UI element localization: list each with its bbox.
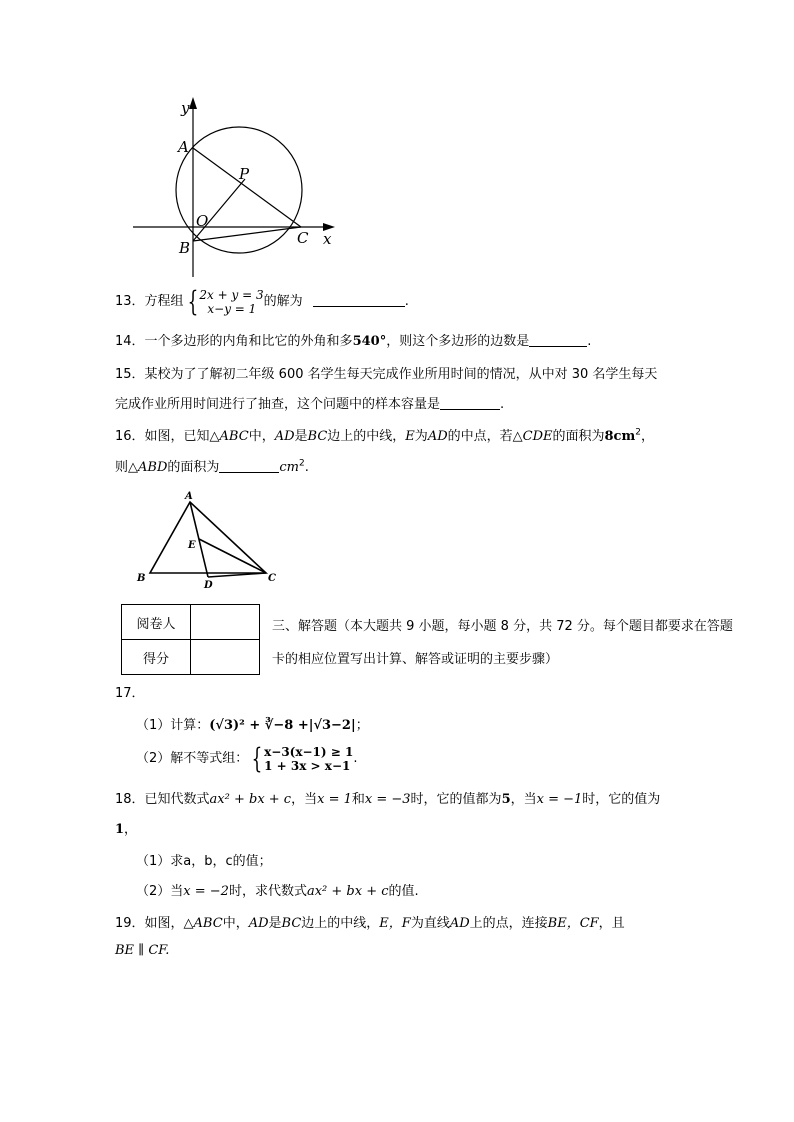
q14-answer-blank[interactable] bbox=[529, 332, 587, 347]
triangle-abc bbox=[150, 502, 266, 573]
q14-end: . bbox=[587, 334, 592, 349]
q18-c1: x = 1 bbox=[317, 792, 352, 807]
q13-system bbox=[199, 288, 263, 316]
q18-e: ，当 bbox=[510, 792, 537, 807]
reviewer-field[interactable] bbox=[191, 605, 260, 640]
q19-a: 19．如图， bbox=[115, 916, 184, 931]
q18-p2-expr: ax² + bx + c bbox=[306, 884, 389, 899]
question-19-line1 bbox=[115, 912, 625, 931]
section3-line1: 三、解答题（本大题共 9 小题，每小题 8 分，共 72 分。每个题目都要求在答题 bbox=[272, 619, 733, 634]
question-18-line1 bbox=[115, 788, 660, 807]
question-15-line1: 15．某校为了了解初二年级 600 名学生每天完成作业所用时间的情况，从中对 30 名学生每天 bbox=[115, 367, 658, 382]
question-15-line2 bbox=[115, 393, 504, 412]
label-b: B bbox=[137, 573, 146, 584]
circle-figure bbox=[125, 95, 340, 285]
q19-f: 上的点，连接 bbox=[469, 916, 548, 931]
q17-eq2: 1 + 3x > x−1 bbox=[264, 758, 351, 773]
q13-suffix: 的解为 bbox=[263, 294, 303, 309]
q18-p2-a: （2）当 bbox=[136, 884, 184, 899]
label-b: B bbox=[179, 239, 191, 257]
label-o: O bbox=[196, 212, 209, 230]
q17-eq1: x−3(x−1) ≥ 1 bbox=[264, 744, 354, 759]
reviewer-label: 阅卷人 bbox=[122, 605, 191, 640]
q18-d: 时，它的值都为 bbox=[410, 792, 502, 807]
q13-prefix: 方程组 bbox=[144, 294, 184, 309]
label-y: y bbox=[181, 99, 190, 117]
q16-t4: E bbox=[405, 429, 415, 444]
q19-e: 为直线 bbox=[410, 916, 450, 931]
q16-s1: 中， bbox=[248, 429, 275, 444]
q17-system bbox=[264, 745, 353, 773]
grade-table bbox=[121, 604, 260, 675]
label-a: A bbox=[185, 491, 193, 502]
q13-number: 13． bbox=[115, 294, 145, 309]
q14-value: 540° bbox=[352, 334, 387, 349]
q16-s3: 边上的中线， bbox=[327, 429, 406, 444]
q18-expr: ax² + bx + c bbox=[209, 792, 292, 807]
q18-f: 时，它的值为 bbox=[582, 792, 661, 807]
triangle-figure bbox=[130, 485, 290, 595]
q16-answer-blank[interactable] bbox=[219, 458, 279, 473]
label-x: x bbox=[323, 230, 332, 248]
q14-suffix: ，则这个多边形的边数是 bbox=[386, 334, 530, 349]
q15-text: 完成作业所用时间进行了抽查，这个问题中的样本容量是 bbox=[115, 397, 441, 412]
q18-c2: x = −3 bbox=[364, 792, 411, 807]
q13-eq2: x−y = 1 bbox=[207, 301, 257, 316]
q16-unit: cm bbox=[279, 460, 300, 475]
segment-bp bbox=[193, 179, 245, 241]
score-field[interactable] bbox=[191, 640, 260, 675]
label-c: C bbox=[268, 573, 276, 584]
q16-s5: 的中点，若 bbox=[447, 429, 513, 444]
q18-a: 18．已知代数式 bbox=[115, 792, 210, 807]
q19-t1: △ABC bbox=[183, 916, 223, 931]
q18-line2-end: ， bbox=[124, 822, 138, 837]
q14-prefix: 一个多边形的内角和比它的外角和多 bbox=[144, 334, 353, 349]
q19-t6: BE，CF bbox=[547, 916, 599, 931]
q18-part1: （1）求a，b，c的值； bbox=[136, 854, 272, 869]
q18-b: ，当 bbox=[291, 792, 318, 807]
q16-area-exp: 2 bbox=[635, 427, 641, 438]
q18-p2-c: x = −2 bbox=[183, 884, 229, 899]
circle bbox=[176, 127, 302, 253]
question-17-number: 17． bbox=[115, 686, 145, 701]
q19-b: 中， bbox=[222, 916, 249, 931]
q16-s2: 是 bbox=[294, 429, 308, 444]
question-13 bbox=[115, 286, 409, 318]
q17-part1 bbox=[136, 714, 369, 733]
score-label: 得分 bbox=[122, 640, 191, 675]
q18-line2: 1 bbox=[115, 822, 125, 837]
q14-number: 14． bbox=[115, 334, 145, 349]
q16-end: . bbox=[304, 460, 309, 475]
brace-icon: { bbox=[187, 284, 198, 318]
q16-t6: △CDE bbox=[512, 429, 553, 444]
question-19-line2: BE ∥ CF. bbox=[115, 943, 170, 958]
q19-t4: E，F bbox=[379, 916, 411, 931]
q17-p2-label: （2）解不等式组： bbox=[136, 751, 249, 766]
q18-c3: x = −1 bbox=[536, 792, 583, 807]
q17-part2 bbox=[136, 742, 357, 776]
question-16-line2 bbox=[115, 456, 309, 475]
q19-t3: BC bbox=[281, 916, 302, 931]
q16-t2: AD bbox=[274, 429, 295, 444]
section3-line2: 卡的相应位置写出计算、解答或证明的主要步骤） bbox=[272, 652, 559, 667]
label-p: P bbox=[239, 165, 250, 183]
q15-end: . bbox=[500, 397, 505, 412]
q16-t7: △ABD bbox=[128, 460, 168, 475]
q16-line2-pre: 则 bbox=[115, 460, 129, 475]
q17-p1-label: （1）计算： bbox=[136, 718, 210, 733]
q18-p2-end: 的值. bbox=[388, 884, 419, 899]
q13-eq1: 2x + y = 3 bbox=[199, 287, 264, 302]
q15-answer-blank[interactable] bbox=[440, 395, 500, 410]
y-axis-arrow bbox=[189, 97, 197, 109]
q13-answer-blank[interactable] bbox=[313, 292, 405, 307]
question-18-line2 bbox=[115, 818, 137, 837]
q18-part2 bbox=[136, 880, 419, 899]
q16-t3: BC bbox=[307, 429, 328, 444]
q16-s6: 的面积为 bbox=[552, 429, 605, 444]
q19-g: ，且 bbox=[598, 916, 625, 931]
q18-p2-b: 时，求代数式 bbox=[228, 884, 307, 899]
brace-icon: { bbox=[251, 741, 263, 775]
q16-number: 16．如图，已知 bbox=[115, 429, 210, 444]
question-16-line1: 16．如图，已知△ABC中，AD是BC边上的中线，E为AD的中点，若△CDE的面积为$8cm^2$， bbox=[115, 427, 654, 444]
q19-t2: AD bbox=[248, 916, 269, 931]
q19-c: 是 bbox=[268, 916, 282, 931]
segment-ec bbox=[199, 539, 266, 573]
q13-end: . bbox=[404, 294, 409, 309]
q18-v5: 5 bbox=[501, 792, 511, 807]
label-a: A bbox=[178, 138, 189, 156]
segment-ac bbox=[193, 148, 301, 227]
q16-s4: 为 bbox=[414, 429, 428, 444]
q18-c: 和 bbox=[351, 792, 365, 807]
q16-unit-exp: 2 bbox=[299, 458, 305, 469]
label-d: D bbox=[204, 580, 213, 591]
label-e: E bbox=[188, 540, 196, 551]
q17-p1-end: ； bbox=[355, 718, 369, 733]
q16-line2-mid: 的面积为 bbox=[167, 460, 220, 475]
q16-t5: AD bbox=[427, 429, 448, 444]
q19-d: 边上的中线， bbox=[301, 916, 380, 931]
label-c: C bbox=[297, 229, 309, 247]
q16-area: 8cm bbox=[604, 429, 636, 444]
q17-p1-expr: (√3)² + ∛−8 +|√3−2| bbox=[209, 718, 356, 733]
q19-t5: AD bbox=[449, 916, 470, 931]
q17-p2-end: . bbox=[353, 751, 358, 766]
q16-t1: △ABC bbox=[209, 429, 249, 444]
question-14 bbox=[115, 330, 591, 349]
